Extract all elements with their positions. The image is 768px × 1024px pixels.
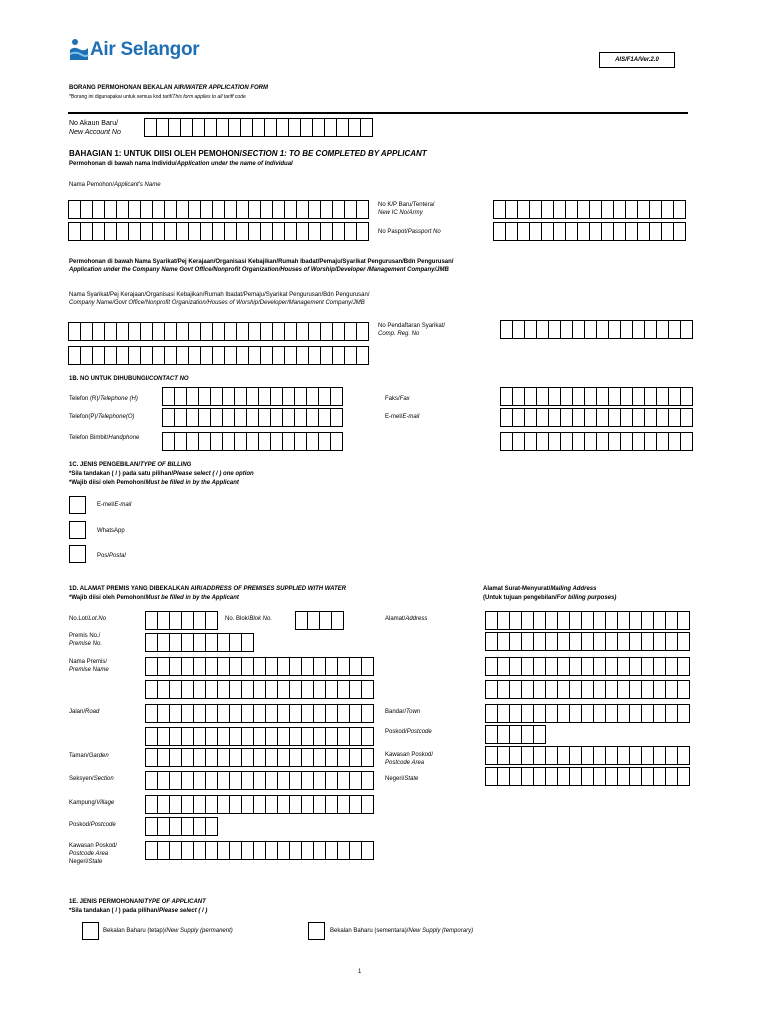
company-name-input-1[interactable]: [68, 322, 369, 341]
postcode-area-label: Kawasan Poskod/ Postcode Area Negeri/State: [69, 843, 118, 865]
premises-note: *Wajib diisi oleh Pemohon/Must be filled in by the Applicant: [69, 595, 239, 601]
mail-address-input-4[interactable]: [485, 680, 690, 699]
form-reference: AIS/F1A/Ver.2.0: [599, 52, 675, 68]
new-supply-permanent-label: Bekalan Baharu (tetap)/New Supply (permanent): [103, 928, 233, 934]
road-input-1[interactable]: [145, 704, 374, 723]
billing-email-label: E-mel/E-mail: [97, 502, 132, 508]
ic-label: No K/P Baru/Tentera/ New IC No/Army: [378, 202, 435, 216]
billing-email-checkbox[interactable]: [69, 496, 86, 514]
section1-title: BAHAGIAN 1: UNTUK DIISI OLEH PEMOHON/SECTION 1: TO BE COMPLETED BY APPLICANT: [69, 149, 427, 158]
mail-postcode-label: Poskod/Postcode: [385, 729, 432, 735]
premise-no-input[interactable]: [145, 633, 254, 652]
billing-whatsapp-label: WhatsApp: [97, 528, 125, 534]
garden-input[interactable]: [145, 748, 374, 767]
village-label: Kampung/Village: [69, 800, 115, 806]
mail-address-input-3[interactable]: [485, 657, 690, 676]
mailing-note: (Untuk tujuan pengebilan/For billing purposes): [483, 595, 617, 601]
ic-input[interactable]: [493, 200, 686, 219]
applicant-type-note: *Sila tandakan ( / ) pada pilihan/Please select ( / ): [69, 908, 208, 914]
lot-no-label: No.Lot/Lot.No: [69, 616, 107, 622]
road-input-2[interactable]: [145, 727, 374, 746]
mobile-input[interactable]: [162, 432, 343, 451]
email-input[interactable]: [500, 408, 693, 427]
lot-no-input[interactable]: [145, 611, 218, 630]
reg-no-label: No Pendaftaran Syarikat/ Comp. Reg. No: [378, 323, 446, 337]
email-input-2[interactable]: [500, 432, 693, 451]
mail-address-input-2[interactable]: [485, 632, 690, 651]
town-input[interactable]: [485, 704, 690, 723]
village-input[interactable]: [145, 795, 374, 814]
fax-label: Faks/Fax: [385, 396, 410, 402]
mail-state-input[interactable]: [485, 767, 690, 786]
billing-note-2: *Wajib diisi oleh Pemohon/Must be filled in by the Applicant: [69, 480, 239, 486]
company-heading: Permohonan di bawah Nama Syarikat/Pej Kerajaan/Organisasi Kebajikan/Rumah Ibadat/Pemaju/Syarikat Pengurusan/Bdn Pengurusan/ Application under the Company Name Govt Office/Nonprofit Organization/Houses of Worship/Developer /Management Company/JMB: [69, 259, 454, 273]
mail-postcode-area-input[interactable]: [485, 746, 690, 765]
town-label: Bandar/Town: [385, 709, 421, 715]
company-name-input-2[interactable]: [68, 346, 369, 365]
applicant-name-input-2[interactable]: [68, 222, 369, 241]
company-name-label: Nama Syarikat/Pej Kerajaan/Organisasi Kebajikan/Rumah Ibadat/Pemaju/Syarikat Pengurusan/Bdn Pengurusan/ Company Name/Govt Office/Nonprofit Organization/Houses of Worship/Developer/Management Company/JMB: [69, 292, 370, 306]
block-no-input[interactable]: [295, 611, 344, 630]
postcode-input[interactable]: [145, 817, 218, 836]
applicant-name-label: Nama Pemohon/Applicant's Name: [69, 182, 161, 188]
premise-name-input-1[interactable]: [145, 657, 374, 676]
premises-title: 1D. ALAMAT PREMIS YANG DIBEKALKAN AIR/ADDRESS OF PREMISES SUPPLIED WITH WATER: [69, 586, 347, 592]
block-no-label: No. Blok/Blok No.: [225, 616, 273, 622]
header-divider: [68, 112, 688, 114]
reg-no-input[interactable]: [500, 320, 693, 339]
billing-post-label: Pos/Postal: [97, 553, 126, 559]
premise-name-input-2[interactable]: [145, 680, 374, 699]
brand-name: Air Selangor: [90, 39, 200, 60]
mail-address-input-1[interactable]: [485, 611, 690, 630]
air-selangor-logo: [68, 38, 199, 62]
fax-input[interactable]: [500, 387, 693, 406]
mail-address-label: Alamat/Address: [385, 616, 428, 622]
mail-postcode-area-label: Kawasan Poskod/ Postcode Area: [385, 752, 434, 766]
billing-title: 1C. JENIS PENGEBILAN/TYPE OF BILLING: [69, 462, 192, 468]
road-label: Jalan/Road: [69, 709, 100, 715]
billing-post-checkbox[interactable]: [69, 545, 86, 563]
individual-heading: Permohonan di bawah nama Individu/Application under the name of Individual: [69, 161, 293, 167]
mail-postcode-input[interactable]: [485, 725, 546, 744]
section-input[interactable]: [145, 771, 374, 790]
premise-name-label: Nama Premis/ Premise Name: [69, 659, 109, 673]
water-drop-icon: [68, 38, 90, 62]
section-label: Seksyen/Section: [69, 776, 114, 782]
email-label: E-mel/E-mail: [385, 414, 420, 420]
contact-title: 1B. NO UNTUK DIHUBUNGI/CONTACT NO: [69, 376, 189, 382]
tel-office-input[interactable]: [162, 408, 343, 427]
mailing-title: Alamat Surat-Menyurat/Mailing Address: [483, 586, 597, 592]
form-title: BORANG PERMOHONAN BEKALAN AIR/WATER APPLICATION FORM: [69, 85, 268, 91]
form-note: *Borang ini digunapakai untuk semua kod tarif/This form applies to all tariff code: [69, 94, 246, 100]
applicant-type-title: 1E. JENIS PERMOHONAN/TYPE OF APPLICANT: [69, 899, 206, 905]
account-label: No Akaun Baru/ New Account No: [69, 120, 121, 136]
page-number: 1: [358, 969, 362, 975]
garden-label: Taman/Garden: [69, 753, 109, 759]
postcode-area-input[interactable]: [145, 841, 374, 860]
premise-no-label: Premis No./ Premise No.: [69, 633, 103, 647]
account-no-input[interactable]: [144, 118, 373, 137]
mail-state-label: Negeri/State: [385, 776, 419, 782]
new-supply-permanent-checkbox[interactable]: [82, 922, 99, 940]
passport-label: No Paspot/Passport No: [378, 229, 441, 235]
billing-note-1: *Sila tandakan ( / ) pada satu pilihan/Please select ( / ) one option: [69, 471, 254, 477]
billing-whatsapp-checkbox[interactable]: [69, 521, 86, 539]
tel-home-label: Telefon (R)/Telephone (H): [69, 396, 138, 402]
mobile-label: Telefon Bimbit/Handphone: [69, 435, 140, 441]
tel-office-label: Telefon(P)/Telephone(O): [69, 414, 135, 420]
applicant-name-input-1[interactable]: [68, 200, 369, 219]
new-supply-temporary-label: Bekalan Baharu (sementara)/New Supply (temporary): [330, 928, 474, 934]
new-supply-temporary-checkbox[interactable]: [308, 922, 325, 940]
passport-input[interactable]: [493, 222, 686, 241]
postcode-label: Poskod/Postcode: [69, 822, 116, 828]
tel-home-input[interactable]: [162, 387, 343, 406]
